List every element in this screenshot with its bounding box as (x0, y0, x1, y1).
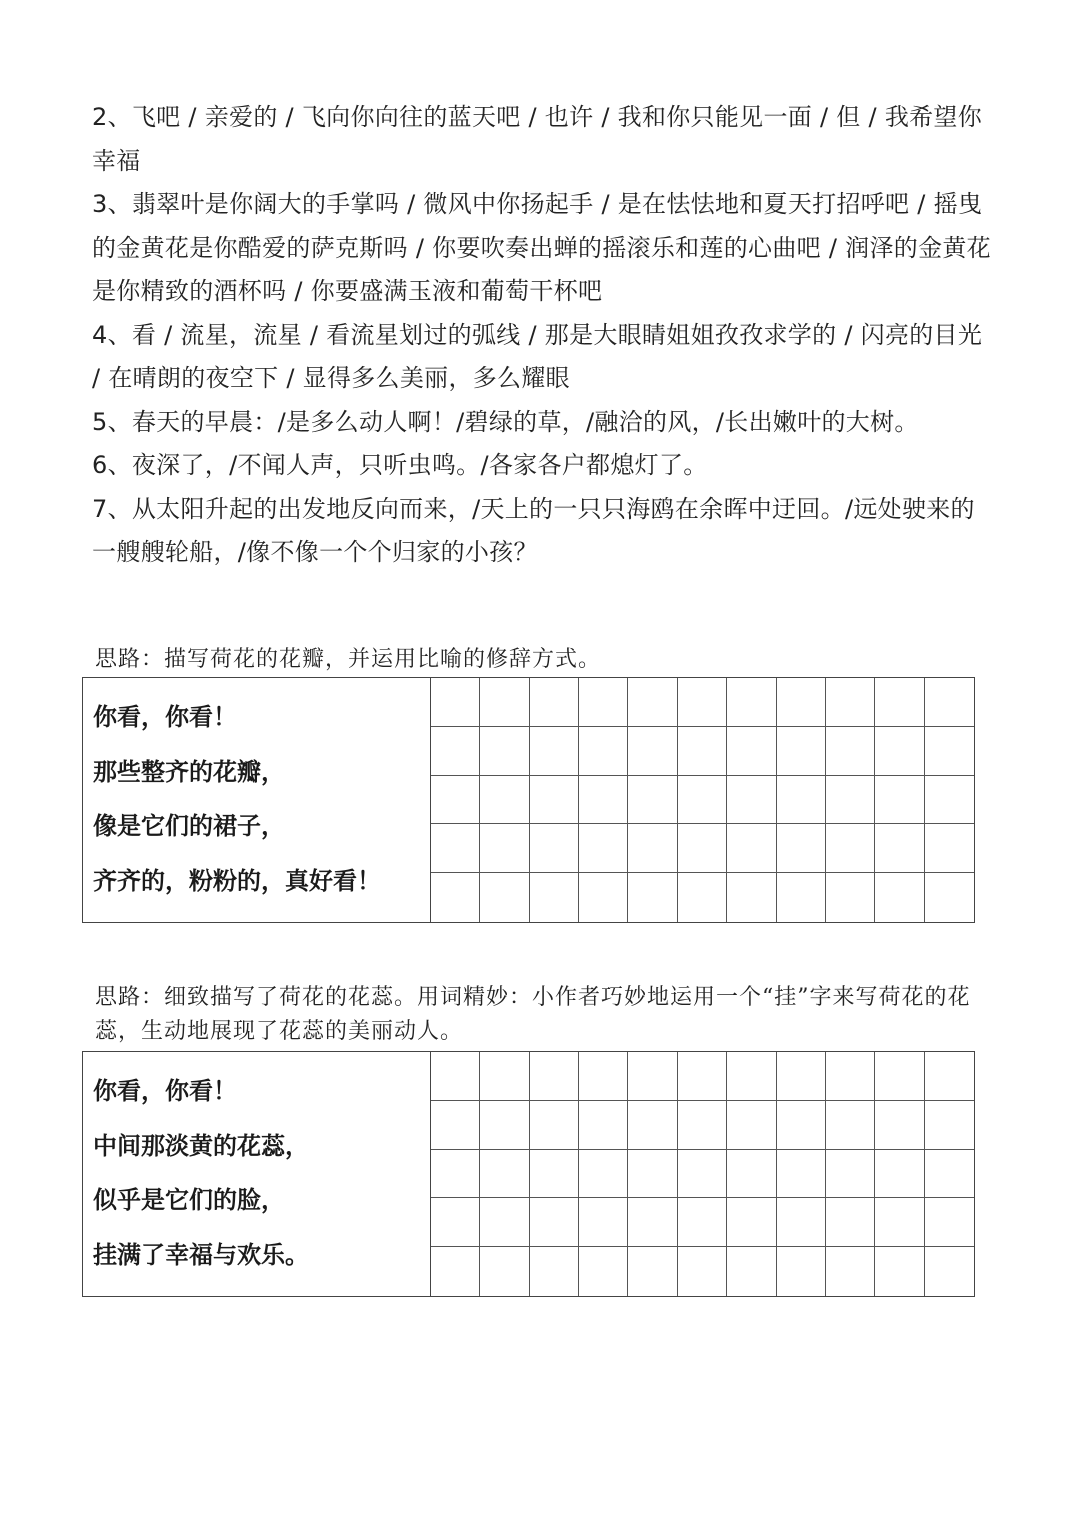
grid-cell[interactable] (579, 1247, 628, 1296)
grid-cell[interactable] (530, 824, 579, 873)
item-2: 2、飞吧 / 亲爱的 / 飞向你向往的蓝天吧 / 也许 / 我和你只能见一面 / 但 / 我希望你幸福 (92, 103, 983, 175)
grid-cell[interactable] (628, 824, 677, 873)
poem-line: 挂满了幸福与欢乐。 (93, 1240, 309, 1269)
grid-cell[interactable] (579, 824, 628, 873)
grid-cell[interactable] (579, 727, 628, 776)
exercise-2-box (82, 1051, 975, 1297)
item-4: 4、看 / 流星，流星 / 看流星划过的弧线 / 那是大眼睛姐姐孜孜求学的 / 闪亮的目光 / 在晴朗的夜空下 / 显得多么美丽，多么耀眼 (92, 320, 983, 392)
grid-cell[interactable] (678, 1198, 727, 1247)
grid-cell[interactable] (875, 1247, 924, 1296)
grid-cell[interactable] (628, 1198, 677, 1247)
grid-cell[interactable] (628, 1150, 677, 1199)
grid-cell[interactable] (431, 678, 480, 727)
grid-cell[interactable] (480, 873, 529, 922)
writing-grid[interactable] (431, 1052, 974, 1296)
grid-cell[interactable] (480, 1101, 529, 1150)
item-6: 6、夜深了，/不闻人声，只听虫鸣。/各家各户都熄灯了。 (92, 451, 708, 479)
exercise-1-box (82, 677, 975, 923)
grid-cell[interactable] (628, 1101, 677, 1150)
grid-cell[interactable] (826, 727, 875, 776)
grid-cell[interactable] (579, 873, 628, 922)
grid-cell[interactable] (925, 1052, 974, 1101)
poem-line: 像是它们的裙子， (93, 812, 285, 840)
grid-cell[interactable] (431, 1198, 480, 1247)
item-7: 7、从太阳升起的出发地反向而来，/天上的一只只海鸥在余晖中迂回。/远处驶来的一艘艘轮船，/像不像一个个归家的小孩？ (92, 494, 975, 566)
grid-cell[interactable] (579, 776, 628, 825)
grid-cell[interactable] (628, 727, 677, 776)
grid-cell[interactable] (925, 824, 974, 873)
grid-cell[interactable] (530, 1247, 579, 1296)
grid-cell[interactable] (579, 1150, 628, 1199)
grid-cell[interactable] (678, 1247, 727, 1296)
grid-cell[interactable] (530, 776, 579, 825)
grid-cell[interactable] (628, 873, 677, 922)
grid-cell[interactable] (530, 1052, 579, 1101)
grid-cell[interactable] (777, 1150, 826, 1199)
grid-cell[interactable] (727, 1101, 776, 1150)
grid-cell[interactable] (727, 1052, 776, 1101)
exercise-2-poem (83, 1052, 431, 1296)
grid-cell[interactable] (875, 1198, 924, 1247)
poem-line: 你看，你看！ (93, 703, 237, 731)
grid-cell[interactable] (678, 727, 727, 776)
grid-cell[interactable] (925, 727, 974, 776)
grid-cell[interactable] (480, 1247, 529, 1296)
grid-cell[interactable] (727, 824, 776, 873)
grid-cell[interactable] (530, 1101, 579, 1150)
grid-cell[interactable] (431, 1052, 480, 1101)
grid-cell[interactable] (826, 1198, 875, 1247)
grid-cell[interactable] (777, 727, 826, 776)
grid-cell[interactable] (925, 1198, 974, 1247)
poem-line: 似乎是它们的脸， (93, 1186, 285, 1214)
writing-grid[interactable] (431, 678, 974, 922)
grid-cell[interactable] (875, 678, 924, 727)
grid-cell[interactable] (480, 727, 529, 776)
grid-cell[interactable] (480, 776, 529, 825)
grid-cell[interactable] (777, 1052, 826, 1101)
grid-cell[interactable] (777, 1101, 826, 1150)
grid-cell[interactable] (925, 1101, 974, 1150)
grid-cell[interactable] (628, 1247, 677, 1296)
grid-cell[interactable] (431, 727, 480, 776)
grid-cell[interactable] (826, 1101, 875, 1150)
grid-cell[interactable] (678, 824, 727, 873)
grid-cell[interactable] (431, 1150, 480, 1199)
poem-line: 你看，你看！ (93, 1077, 237, 1105)
poem-line: 那些整齐的花瓣， (93, 757, 285, 786)
grid-cell[interactable] (431, 1247, 480, 1296)
grid-cell[interactable] (777, 873, 826, 922)
poem-line: 齐齐的，粉粉的，真好看！ (93, 866, 381, 895)
grid-cell[interactable] (628, 678, 677, 727)
exercise-2-hint: 思路：细致描写了荷花的花蕊。用词精妙：小作者巧妙地运用一个“挂”字来写荷花的花蕊，生动地展现了花蕊的美丽动人。 (95, 985, 971, 1044)
grid-cell[interactable] (480, 1150, 529, 1199)
item-3: 3、翡翠叶是你阔大的手掌吗 / 微风中你扬起手 / 是在怯怯地和夏天打招呼吧 / 摇曳的金黄花是你酷爱的萨克斯吗 / 你要吹奏出蝉的摇滚乐和莲的心曲吧 / 润泽的金黄花是你精致的酒杯吗 / 你要盛满玉液和葡萄干杯吧 (92, 190, 991, 305)
grid-cell[interactable] (727, 678, 776, 727)
grid-cell[interactable] (678, 678, 727, 727)
grid-cell[interactable] (826, 873, 875, 922)
grid-cell[interactable] (431, 824, 480, 873)
grid-cell[interactable] (579, 1052, 628, 1101)
grid-cell[interactable] (530, 873, 579, 922)
grid-cell[interactable] (727, 727, 776, 776)
grid-cell[interactable] (530, 1150, 579, 1199)
grid-cell[interactable] (678, 873, 727, 922)
grid-cell[interactable] (875, 824, 924, 873)
grid-cell[interactable] (826, 1247, 875, 1296)
grid-cell[interactable] (727, 1198, 776, 1247)
poem-line: 中间那淡黄的花蕊， (93, 1131, 309, 1160)
grid-cell[interactable] (579, 1198, 628, 1247)
grid-cell[interactable] (678, 1150, 727, 1199)
grid-cell[interactable] (875, 776, 924, 825)
grid-cell[interactable] (480, 824, 529, 873)
grid-cell[interactable] (480, 1198, 529, 1247)
grid-cell[interactable] (925, 776, 974, 825)
grid-cell[interactable] (875, 873, 924, 922)
grid-cell[interactable] (777, 678, 826, 727)
grid-cell[interactable] (925, 678, 974, 727)
grid-cell[interactable] (530, 1198, 579, 1247)
grid-cell[interactable] (777, 1198, 826, 1247)
grid-cell[interactable] (777, 776, 826, 825)
grid-cell[interactable] (579, 678, 628, 727)
grid-cell[interactable] (530, 678, 579, 727)
grid-cell[interactable] (875, 1150, 924, 1199)
grid-cell[interactable] (875, 1101, 924, 1150)
grid-cell[interactable] (925, 1150, 974, 1199)
grid-cell[interactable] (480, 678, 529, 727)
grid-cell[interactable] (628, 1052, 677, 1101)
grid-cell[interactable] (678, 1052, 727, 1101)
grid-cell[interactable] (826, 776, 875, 825)
grid-cell[interactable] (727, 873, 776, 922)
grid-cell[interactable] (480, 1052, 529, 1101)
grid-cell[interactable] (925, 1247, 974, 1296)
grid-cell[interactable] (628, 776, 677, 825)
grid-cell[interactable] (826, 1052, 875, 1101)
grid-cell[interactable] (727, 1247, 776, 1296)
grid-cell[interactable] (579, 1101, 628, 1150)
grid-cell[interactable] (777, 824, 826, 873)
grid-cell[interactable] (727, 1150, 776, 1199)
grid-cell[interactable] (875, 727, 924, 776)
grid-cell[interactable] (678, 1101, 727, 1150)
grid-cell[interactable] (875, 1052, 924, 1101)
grid-cell[interactable] (777, 1247, 826, 1296)
grid-cell[interactable] (431, 873, 480, 922)
grid-cell[interactable] (826, 678, 875, 727)
grid-cell[interactable] (925, 873, 974, 922)
grid-cell[interactable] (727, 776, 776, 825)
grid-cell[interactable] (826, 1150, 875, 1199)
grid-cell[interactable] (530, 727, 579, 776)
exercise-1-poem (83, 678, 431, 922)
grid-cell[interactable] (431, 1101, 480, 1150)
grid-cell[interactable] (431, 776, 480, 825)
grid-cell[interactable] (826, 824, 875, 873)
exercise-1-hint: 思路：描写荷花的花瓣，并运用比喻的修辞方式。 (95, 647, 602, 672)
item-5: 5、春天的早晨：/是多么动人啊！/碧绿的草，/融洽的风，/长出嫩叶的大树。 (92, 407, 919, 436)
grid-cell[interactable] (678, 776, 727, 825)
reading-pause-items (92, 96, 992, 575)
